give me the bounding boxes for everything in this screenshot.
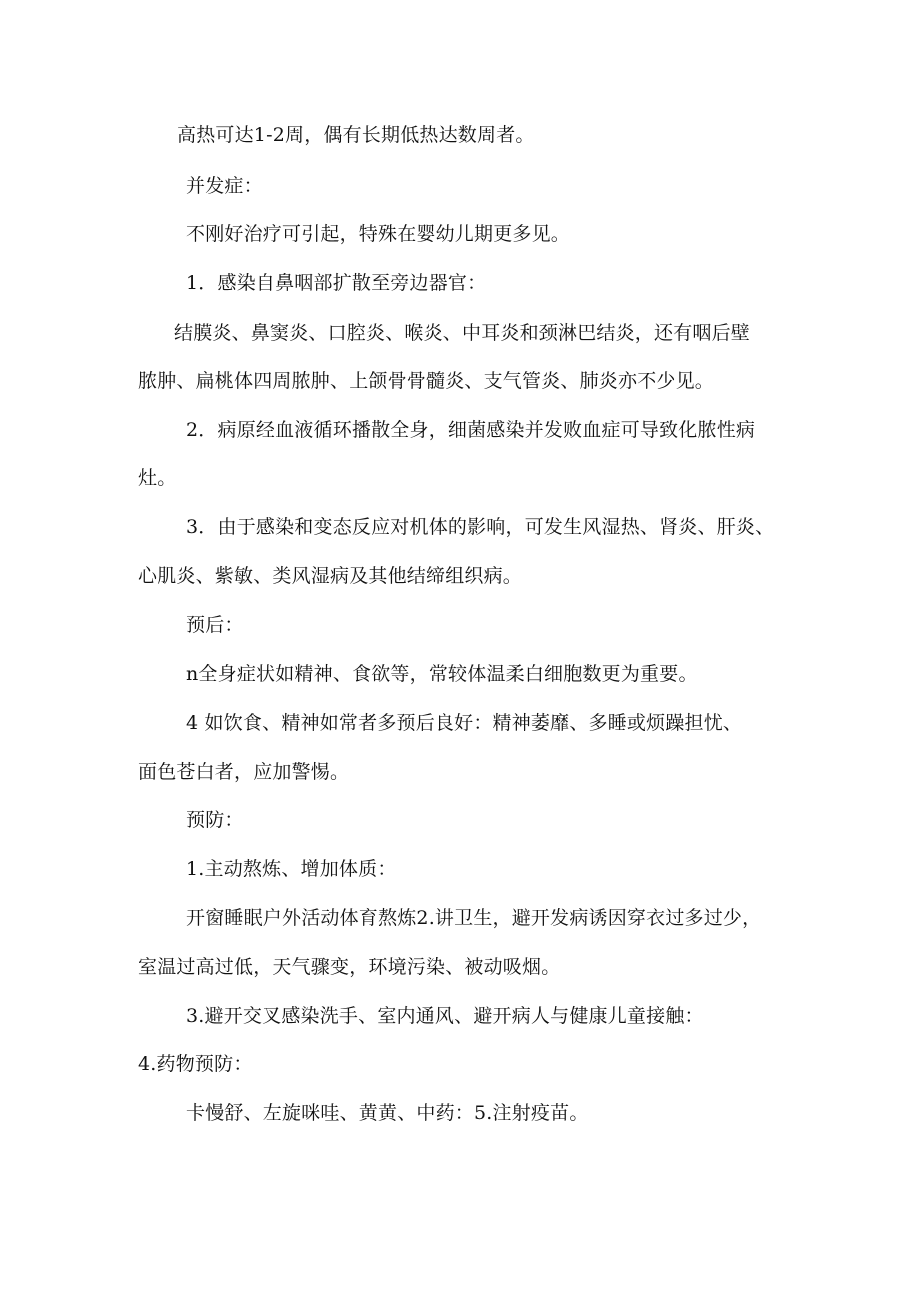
heading-prevention: 预防： <box>186 809 244 831</box>
heading-prognosis: 预后： <box>186 614 244 636</box>
prevention-item-4: 4.药物预防： <box>138 1053 253 1075</box>
prevention-item-3: 3.避开交叉感染洗手、室内通风、避开病人与健康儿童接触： <box>186 1005 704 1027</box>
text-line-21: 卡慢舒、左旋咪哇、黄黄、中药：5.注射疫苗。 <box>186 1102 589 1124</box>
list-item-2: 2．病原经血液循环播散全身，细菌感染并发败血症可导致化脓性病 <box>186 419 756 441</box>
text-line-12: n全身症状如精神、食欲等，常较体温柔白细胞数更为重要。 <box>186 663 698 685</box>
text-line-8: 灶。 <box>138 467 177 489</box>
text-line-5: 结膜炎、鼻窦炎、口腔炎、喉炎、中耳炎和颈淋巴结炎，还有咽后壁 <box>174 322 751 344</box>
text-line-3: 不刚好治疗可引起，特殊在婴幼儿期更多见。 <box>186 223 571 245</box>
list-item-1-title: 1．感染自鼻咽部扩散至旁边器官： <box>186 272 487 294</box>
text-line-17: 开窗睡眠户外活动体育熬炼2.讲卫生，避开发病诱因穿衣过多过少， <box>186 907 762 929</box>
list-item-3: 3．由于感染和变态反应对机体的影响，可发生风湿热、肾炎、肝炎、 <box>186 516 775 538</box>
prevention-item-1: 1.主动熬炼、增加体质： <box>186 858 397 880</box>
text-line-1: 高热可达1-2周，偶有长期低热达数周者。 <box>177 124 535 146</box>
text-line-10: 心肌炎、紫敏、类风湿病及其他结缔组织病。 <box>138 565 523 587</box>
heading-complications: 并发症： <box>186 175 263 197</box>
text-line-18: 室温过高过低，天气骤变，环境污染、被动吸烟。 <box>138 956 561 978</box>
text-line-6: 脓肿、扁桃体四周脓肿、上颌骨骨髓炎、支气管炎、肺炎亦不少见。 <box>138 370 715 392</box>
list-item-4: 4 如饮食、精神如常者多预后良好：精神萎靡、多睡或烦躁担忧、 <box>186 712 743 734</box>
text-line-14: 面色苍白者，应加警惕。 <box>138 761 350 783</box>
